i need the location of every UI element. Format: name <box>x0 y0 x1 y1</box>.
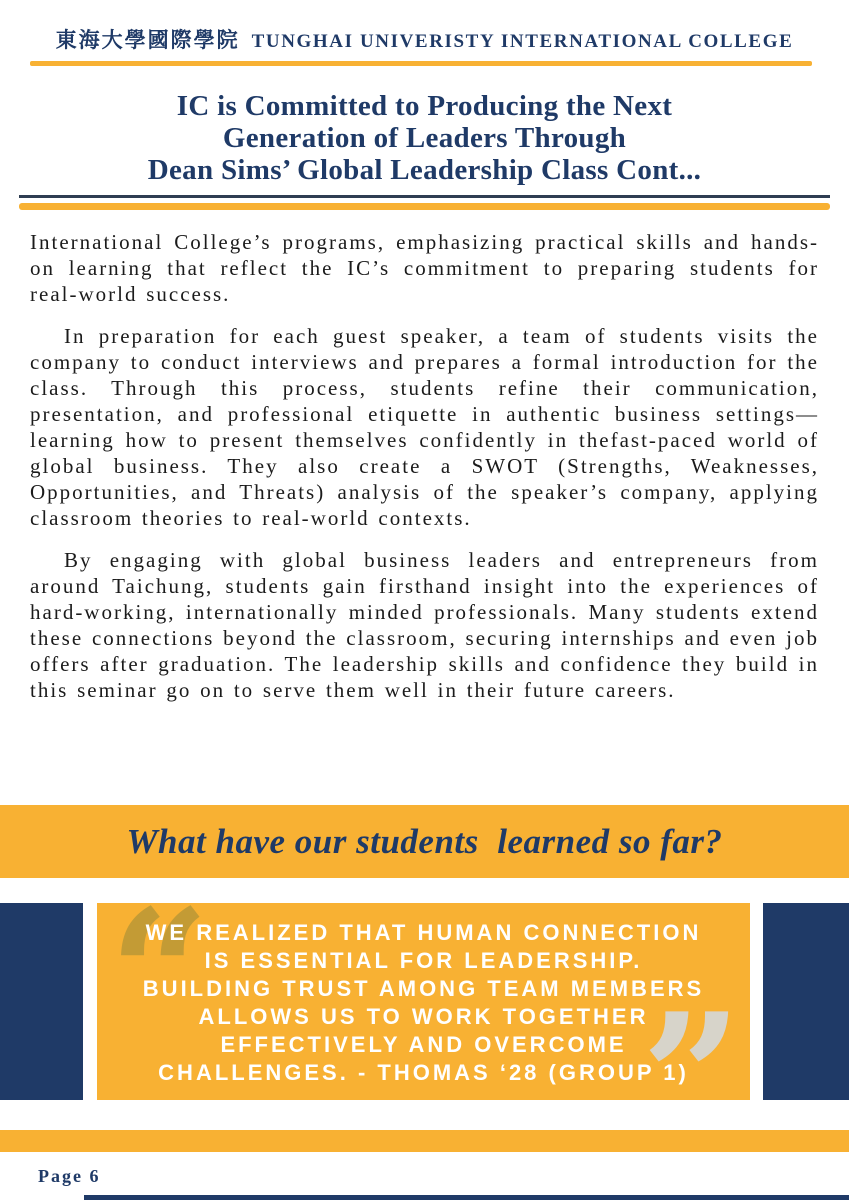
page-number: Page 6 <box>38 1166 101 1186</box>
gold-underline <box>30 61 812 66</box>
open-quote-icon: “ <box>109 903 210 1077</box>
paragraph-engagement: By engaging with global business leaders and entrepreneurs from around Taichung, students gain firsthand insight into the experiences of hard-working, internationally minded professionals. Many students extend these connections beyond the classroom, securing internships and even job offers after graduation. The leadership skills and confidence they build in this seminar go on to serve them well in their future careers. <box>30 548 819 702</box>
navy-bottom-bar <box>84 1195 849 1200</box>
paragraph-intro: International College’s programs, emphasizing practical skills and hands-on learning that reflect the IC’s commitment to preparing students for real-world success. <box>30 230 819 306</box>
college-name-english: TUNGHAI UNIVERISTY INTERNATIONAL COLLEGE <box>251 31 794 52</box>
article-title <box>0 90 849 186</box>
quote-line: CHALLENGES. - THOMAS ‘28 (GROUP 1) <box>158 1060 689 1085</box>
quote-line: WE REALIZED THAT HUMAN CONNECTION <box>145 920 702 945</box>
navy-divider <box>19 195 830 198</box>
college-name-chinese: 東海大學國際學院 <box>55 29 240 52</box>
article-title-line: IC is Committed to Producing the Next <box>176 90 673 122</box>
student-quote-section <box>0 903 849 1100</box>
article-title-line: Dean Sims’ Global Leadership Class Cont... <box>147 154 702 186</box>
article-body <box>30 229 819 805</box>
paragraph-preparation: In preparation for each guest speaker, a team of students visits the company to conduct interviews and prepares a formal introduction for the class. Through this process, students refine their communication, presentation, and professional etiquette in authentic business settings—learning how to present themselves confidently in thefast-paced world of global business. They also create a SWOT (Strengths, Weaknesses, Opportunities, and Threats) analysis of the speaker’s company, applying classroom theories to real-world contexts. <box>30 324 819 530</box>
section-banner <box>0 805 849 878</box>
close-quote-icon: ” <box>641 976 742 1100</box>
gold-divider <box>19 203 830 210</box>
quote-line: ALLOWS US TO WORK TOGETHER <box>198 1004 649 1029</box>
quote-line: BUILDING TRUST AMONG TEAM MEMBERS <box>142 976 705 1001</box>
quote-line: EFFECTIVELY AND OVERCOME <box>220 1032 627 1057</box>
quote-text <box>97 903 750 1087</box>
quote-box <box>97 903 750 1100</box>
left-navy-bar <box>0 903 83 1100</box>
article-title-line: Generation of Leaders Through <box>222 122 627 154</box>
gold-bottom-band <box>0 1130 849 1152</box>
quote-line: IS ESSENTIAL FOR LEADERSHIP. <box>204 948 643 973</box>
college-name-row <box>0 24 849 54</box>
masthead <box>0 0 849 66</box>
banner-title: What have our students learned so far? <box>126 821 723 861</box>
right-navy-bar <box>763 903 849 1100</box>
